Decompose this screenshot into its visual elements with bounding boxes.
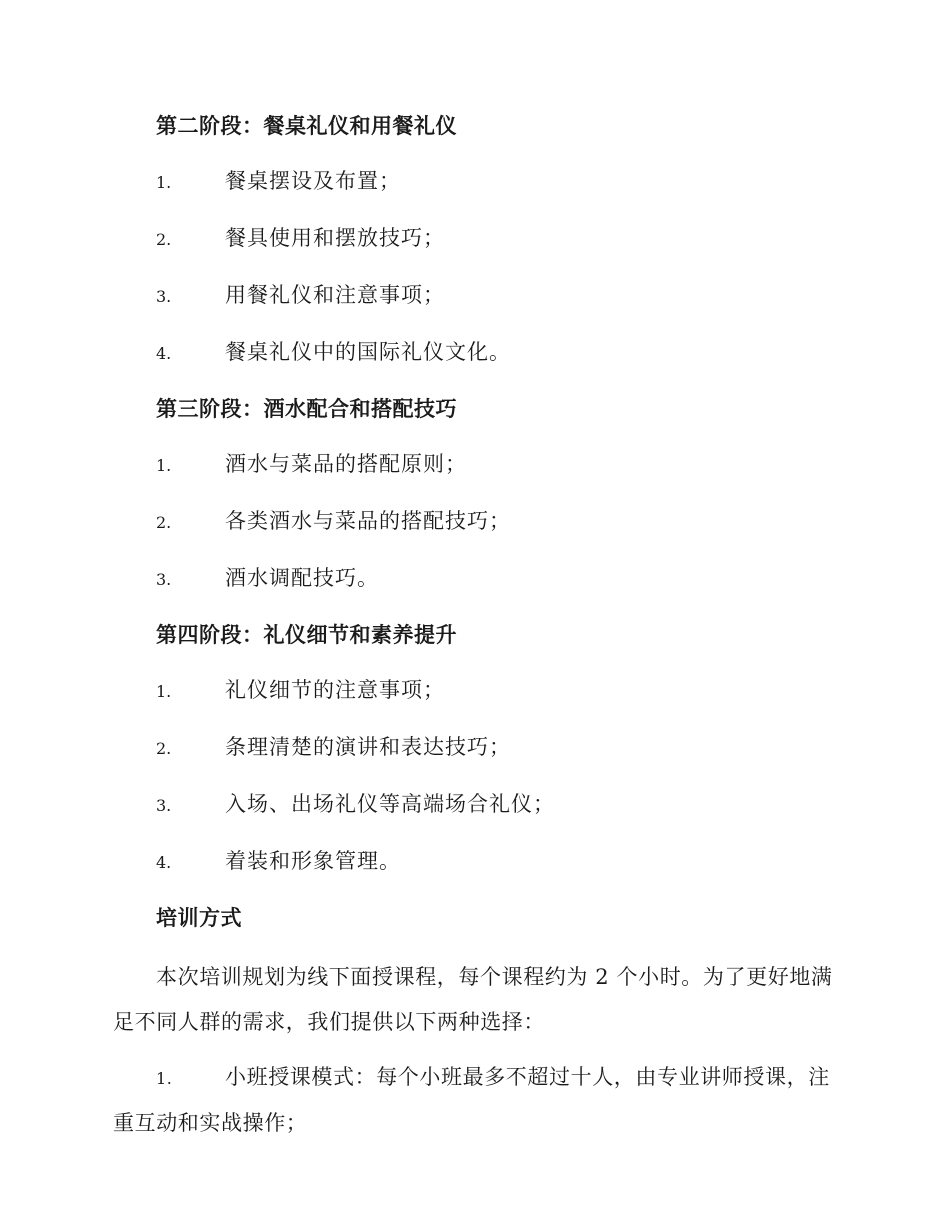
list-number: 4. <box>156 853 172 872</box>
document-content <box>113 108 833 1146</box>
list-item <box>156 277 833 315</box>
list-number: 1. <box>156 456 172 475</box>
list-item <box>156 729 833 767</box>
training-paragraph: 本次培训规划为线下面授课程，每个课程约为 2 个小时。为了更好地满足不同人群的需求，我们提供以下两种选择： <box>113 965 833 1034</box>
list-item <box>156 560 833 598</box>
list-text: 礼仪细节的注意事项； <box>225 678 445 702</box>
list-text: 餐具使用和摆放技巧； <box>225 226 445 250</box>
list-number: 2. <box>156 513 172 532</box>
training-heading: 培训方式 <box>156 905 242 930</box>
list-text: 用餐礼仪和注意事项； <box>225 283 445 307</box>
list-text: 小班授课模式：每个小班最多不超过十人，由专业讲师授课，注重互动和实战操作； <box>113 1065 830 1135</box>
list-item <box>156 163 833 201</box>
list-text: 餐桌礼仪中的国际礼仪文化。 <box>225 340 511 364</box>
list-number: 3. <box>156 570 172 589</box>
list-number: 1. <box>156 1069 173 1088</box>
list-number: 1. <box>156 682 172 701</box>
list-number: 1. <box>156 173 172 192</box>
list-item <box>156 843 833 881</box>
list-text: 餐桌摆设及布置； <box>225 169 401 193</box>
training-option <box>113 1055 833 1146</box>
list-item <box>156 220 833 258</box>
list-number: 3. <box>156 287 172 306</box>
list-item <box>156 334 833 372</box>
list-item <box>156 503 833 541</box>
list-text: 酒水调配技巧。 <box>225 566 379 590</box>
list-number: 2. <box>156 739 172 758</box>
list-text: 酒水与菜品的搭配原则； <box>225 452 467 476</box>
list-text: 条理清楚的演讲和表达技巧； <box>225 735 511 759</box>
list-item <box>156 446 833 484</box>
list-item <box>156 672 833 710</box>
list-number: 4. <box>156 344 172 363</box>
section-heading: 第四阶段：礼仪细节和素养提升 <box>156 622 457 647</box>
list-text: 着装和形象管理。 <box>225 849 401 873</box>
list-text: 入场、出场礼仪等高端场合礼仪； <box>225 792 555 816</box>
section-heading: 第二阶段：餐桌礼仪和用餐礼仪 <box>156 113 457 138</box>
list-item <box>156 786 833 824</box>
list-text: 各类酒水与菜品的搭配技巧； <box>225 509 511 533</box>
list-number: 3. <box>156 796 172 815</box>
section-heading: 第三阶段：酒水配合和搭配技巧 <box>156 396 457 421</box>
list-number: 2. <box>156 230 172 249</box>
